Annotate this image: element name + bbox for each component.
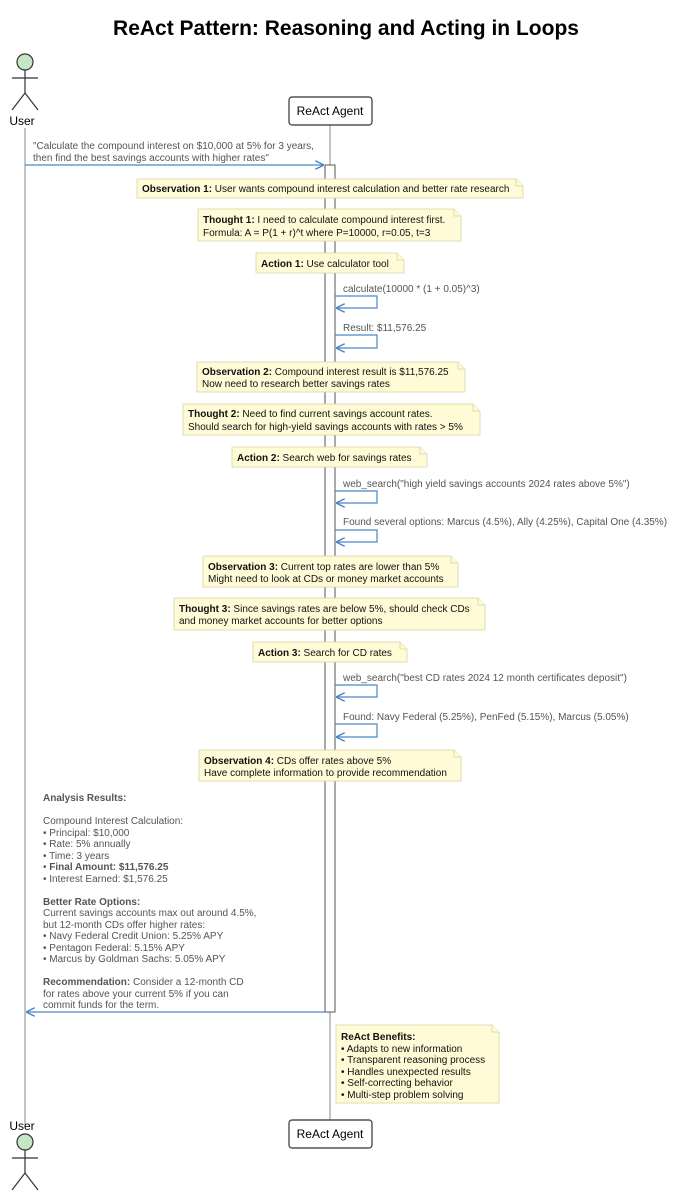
note-action-2 <box>232 447 427 467</box>
svg-text:• Principal: $10,000: • Principal: $10,000 <box>43 828 130 839</box>
svg-text:• Interest Earned: $1,576.25: • Interest Earned: $1,576.25 <box>43 874 168 885</box>
request-line-1: "Calculate the compound interest on $10,000 at 5% for 3 years, <box>33 141 314 152</box>
svg-text:• Multi-step problem solving: • Multi-step problem solving <box>341 1090 464 1101</box>
svg-text:Action 2: Search web for savin: Action 2: Search web for savings rates <box>237 453 412 464</box>
svg-text:Observation 2: Compound intere: Observation 2: Compound interest result is $11,576.25 <box>202 367 449 378</box>
svg-text:Compound Interest Calculation:: Compound Interest Calculation: <box>43 816 184 827</box>
search1-result-label: Found several options: Marcus (4.5%), Ally (4.25%), Capital One (4.35%) <box>343 517 668 528</box>
svg-text:Recommendation: Consider a 12-: Recommendation: Consider a 12-month CD <box>43 977 244 988</box>
svg-text:Have complete information to p: Have complete information to provide recommendation <box>204 768 447 779</box>
svg-text:• Navy Federal Credit Union: 5: • Navy Federal Credit Union: 5.25% APY <box>43 931 224 942</box>
analysis-results <box>43 793 256 1011</box>
note-thought-2 <box>183 404 480 435</box>
svg-text:Current savings accounts max o: Current savings accounts max out around 4.5%, <box>43 908 257 919</box>
svg-text:Analysis Results:: Analysis Results: <box>43 793 127 804</box>
svg-text:• Marcus by Goldman Sachs: 5.0: • Marcus by Goldman Sachs: 5.05% APY <box>43 954 226 965</box>
search2-result-label: Found: Navy Federal (5.25%), PenFed (5.15%), Marcus (5.05%) <box>343 712 629 723</box>
search2-call-arrow <box>335 685 377 697</box>
svg-text:• Adapts to new information: • Adapts to new information <box>341 1044 463 1055</box>
svg-text:but 12-month CDs offer higher: but 12-month CDs offer higher rates: <box>43 920 206 931</box>
search2-call-label: web_search("best CD rates 2024 12 month certificates deposit") <box>343 673 627 684</box>
calc-call-arrow <box>335 296 377 308</box>
svg-text:Thought 1: I need to calculate: Thought 1: I need to calculate compound interest first. <box>203 215 446 226</box>
agent-activation-bar <box>325 165 335 1012</box>
search1-call-label: web_search("high yield savings accounts 2024 rates above 5%") <box>343 479 630 490</box>
note-observation-1 <box>137 179 523 198</box>
svg-text:Thought 3: Since savings rates: Thought 3: Since savings rates are below 5%, should check CDs <box>179 604 470 615</box>
agent-label-bottom: ReAct Agent <box>296 1127 364 1141</box>
svg-text:and money market accounts for: and money market accounts for better options <box>179 616 383 627</box>
svg-text:• Handles unexpected results: • Handles unexpected results <box>341 1067 471 1078</box>
svg-text:Observation 4: CDs offer rates: Observation 4: CDs offer rates above 5% <box>204 756 392 767</box>
svg-text:Formula: A = P(1 + r)^t where: Formula: A = P(1 + r)^t where P=10000, r=0.05, t=3 <box>203 228 431 239</box>
note-action-3 <box>253 642 407 662</box>
note-observation-2 <box>197 362 465 392</box>
calc-result-label: Result: $11,576.25 <box>343 323 427 334</box>
note-observation-4 <box>199 750 461 781</box>
user-actor-top <box>12 54 38 110</box>
note-react-benefits <box>336 1025 499 1103</box>
svg-text:Thought 2: Need to find curren: Thought 2: Need to find current savings account rates. <box>188 409 433 420</box>
user-label-top: User <box>9 114 35 128</box>
svg-text:• Final Amount: $11,576.25: • Final Amount: $11,576.25 <box>43 862 169 873</box>
search1-result-arrow <box>335 530 377 542</box>
note-action-1 <box>256 253 404 273</box>
request-line-2: then find the best savings accounts with higher rates" <box>33 153 269 164</box>
calc-result-arrow <box>335 335 377 348</box>
svg-text:Should search for high-yield s: Should search for high-yield savings accounts with rates > 5% <box>188 422 463 433</box>
svg-text:for rates above your current 5: for rates above your current 5% if you can <box>43 989 229 1000</box>
svg-text:commit funds for the term.: commit funds for the term. <box>43 1000 160 1011</box>
svg-text:• Transparent reasoning proces: • Transparent reasoning process <box>341 1055 486 1066</box>
svg-text:Action 1: Use calculator tool: Action 1: Use calculator tool <box>261 259 389 270</box>
svg-text:Observation 3: Current top rat: Observation 3: Current top rates are lower than 5% <box>208 562 440 573</box>
search2-result-arrow <box>335 724 377 737</box>
diagram-title: ReAct Pattern: Reasoning and Acting in Loops <box>113 17 579 40</box>
note-observation-3 <box>203 556 458 587</box>
note-thought-1 <box>198 209 461 241</box>
user-actor-bottom <box>12 1134 38 1190</box>
svg-text:• Pentagon Federal: 5.15% APY: • Pentagon Federal: 5.15% APY <box>43 943 185 954</box>
svg-text:Observation 1: User wants comp: Observation 1: User wants compound interest calculation and better rate research <box>142 184 510 195</box>
svg-text:Now need to research better sa: Now need to research better savings rates <box>202 379 390 390</box>
svg-text:Might need to look at CDs or m: Might need to look at CDs or money market accounts <box>208 574 444 585</box>
agent-label-top: ReAct Agent <box>296 104 364 118</box>
calc-call-label: calculate(10000 * (1 + 0.05)^3) <box>343 284 480 295</box>
svg-text:• Time: 3 years: • Time: 3 years <box>43 851 110 862</box>
svg-text:ReAct Benefits:: ReAct Benefits: <box>341 1032 416 1043</box>
user-label-bottom: User <box>9 1119 35 1133</box>
svg-text:Better Rate Options:: Better Rate Options: <box>43 897 141 908</box>
search1-call-arrow <box>335 491 377 503</box>
note-thought-3 <box>174 598 485 630</box>
svg-text:• Rate: 5% annually: • Rate: 5% annually <box>43 839 131 850</box>
svg-text:• Self-correcting behavior: • Self-correcting behavior <box>341 1078 453 1089</box>
svg-text:Action 3: Search for CD rates: Action 3: Search for CD rates <box>258 648 392 659</box>
